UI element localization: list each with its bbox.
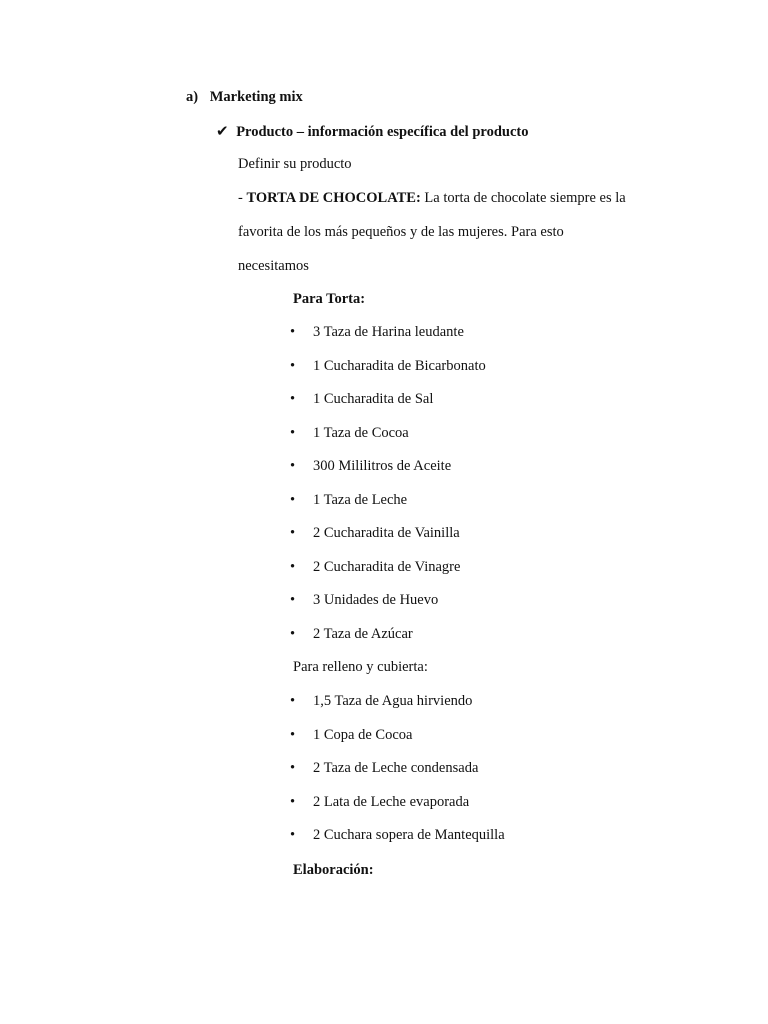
bullet-icon: • xyxy=(290,491,296,508)
intro-line-2: favorita de los más pequeños y de las mujeres. Para esto xyxy=(238,224,564,240)
bullet-icon: • xyxy=(290,458,296,474)
ingredient-text: 1 Copa de Cocoa xyxy=(313,726,413,743)
ingredient-text: 2 Lata de Leche evaporada xyxy=(313,793,470,810)
ingredient-text: 2 Cucharadita de Vinagre xyxy=(313,558,461,575)
intro-line-1 xyxy=(238,189,626,207)
ingredient-text: 3 Unidades de Huevo xyxy=(313,592,439,608)
bullet-icon: • xyxy=(290,525,296,541)
bullet-icon: • xyxy=(290,391,296,407)
intro-dash: - xyxy=(238,190,247,206)
bullet-icon: • xyxy=(290,558,296,575)
bullet-icon: • xyxy=(290,424,296,441)
define-product-text: Definir su producto xyxy=(238,156,352,172)
ingredient-text: 3 Taza de Harina leudante xyxy=(313,324,464,340)
ingredient-text: 2 Cuchara sopera de Mantequilla xyxy=(313,827,505,843)
bullet-icon: • xyxy=(290,357,296,374)
bullet-icon: • xyxy=(290,625,296,642)
check-icon: ✔ xyxy=(216,122,229,140)
ingredient-text: 1 Cucharadita de Sal xyxy=(313,391,434,407)
ingredient-text: 2 Cucharadita de Vainilla xyxy=(313,525,460,541)
ingredient-text: 1 Cucharadita de Bicarbonato xyxy=(313,357,486,374)
bullet-icon: • xyxy=(290,793,296,810)
bullet-icon: • xyxy=(290,760,296,776)
bullet-icon: • xyxy=(290,592,296,608)
bullet-icon: • xyxy=(290,324,296,340)
torta-heading: Para Torta: xyxy=(293,291,366,307)
intro-line-3: necesitamos xyxy=(238,258,309,274)
ingredient-text: 300 Mililitros de Aceite xyxy=(313,458,452,474)
ingredient-text: 1 Taza de Leche xyxy=(313,491,408,508)
section-marker: a) xyxy=(186,89,199,105)
subsection-title: Producto – información específica del producto xyxy=(236,124,529,140)
ingredient-text: 1,5 Taza de Agua hirviendo xyxy=(313,693,473,709)
intro-rest: La torta de chocolate siempre es la xyxy=(420,190,626,206)
product-name: TORTA DE CHOCOLATE: xyxy=(246,190,421,206)
ingredient-text: 1 Taza de Cocoa xyxy=(313,424,409,441)
relleno-heading: Para relleno y cubierta: xyxy=(293,659,428,675)
ingredient-text: 2 Taza de Leche condensada xyxy=(313,760,479,776)
elaboracion-heading: Elaboración: xyxy=(293,862,374,878)
ingredient-text: 2 Taza de Azúcar xyxy=(313,625,413,642)
bullet-icon: • xyxy=(290,726,296,743)
subsection-heading xyxy=(216,122,528,141)
section-heading xyxy=(186,88,303,106)
bullet-icon: • xyxy=(290,693,296,709)
section-title: Marketing mix xyxy=(209,89,303,105)
bullet-icon: • xyxy=(290,827,296,843)
